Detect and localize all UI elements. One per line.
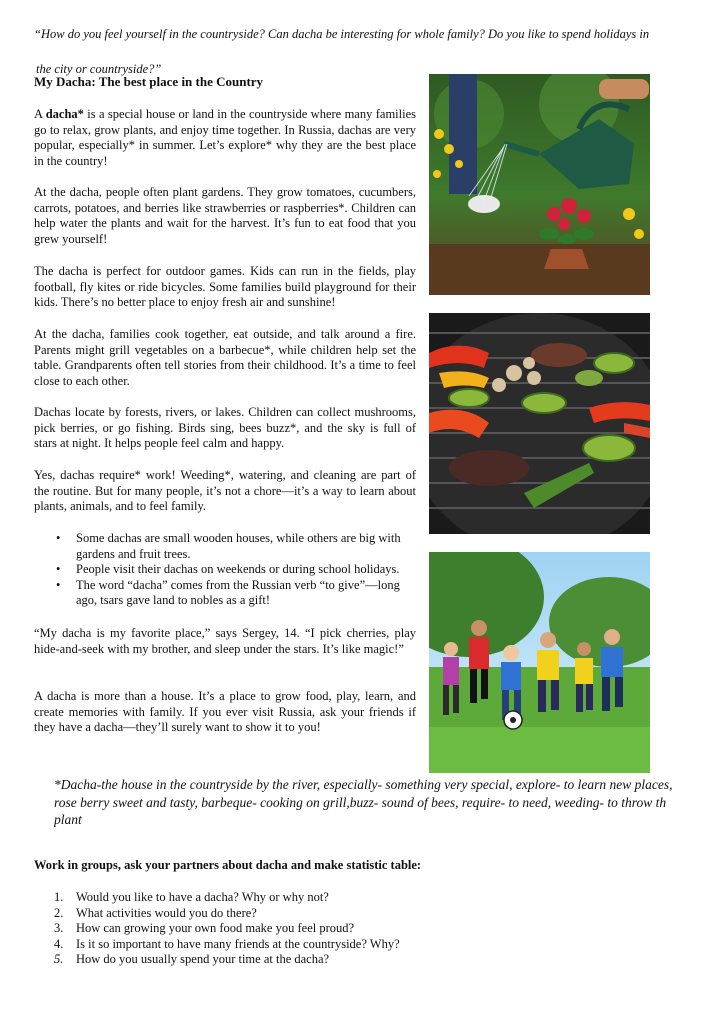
list-item — [54, 952, 694, 968]
footnote-line-1: *Dacha-the house in the countryside by the river, especially- something very special, explore- to learn new places, — [54, 777, 673, 792]
grilled-vegetables-photo — [429, 313, 650, 534]
footnote — [54, 776, 724, 829]
paragraph-intro — [34, 107, 416, 169]
list-item — [54, 906, 694, 922]
paragraph-quote — [34, 626, 416, 657]
question-number: 4. — [54, 936, 64, 951]
p8-text: A dacha is more than a house. It’s a place to grow food, play, learn, and create memories with family. If you ever visit Russia, ask your friends if they have a dacha—they’ll surely want to show it to you! — [34, 689, 416, 734]
footnote-line-2: rose berry sweet and tasty, barbeque- cooking on grill,buzz- sound of bees, require- to need, weeding- to throw th — [54, 794, 667, 810]
question-text: How do you usually spend your time at the dacha? — [76, 952, 330, 966]
paragraph-nature — [34, 405, 416, 452]
question-number: 5. — [54, 952, 64, 966]
p2-text: At the dacha, people often plant gardens. They grow tomatoes, cucumbers, carrots, potatoes, and berries like strawberries or raspberries*. Children can help water the plants and wait for the harvest. It’s fun to eat food that you grew yourself! — [34, 185, 416, 246]
children-football-photo — [429, 552, 650, 773]
intro-line-2: the city or countryside?” — [36, 62, 162, 76]
question-text: Would you like to have a dacha? Why or why not? — [76, 890, 329, 904]
p1-lead: A — [34, 107, 46, 121]
facts-list — [52, 531, 418, 609]
question-number: 1. — [54, 890, 64, 904]
list-item: • The word “dacha” comes from the Russian verb “to give”—long ago, tsars gave land to nobles as a gift! — [52, 578, 418, 609]
p5-text: Dachas locate by forests, rivers, or lakes. Children can collect mushrooms, pick berries, or go fishing. Birds sing, bees buzz*, and the sky is full of stars at night. It helps people feel calm and happy. — [34, 405, 416, 450]
paragraph-gardens — [34, 185, 416, 247]
p6-text: Yes, dachas require* work! Weeding*, watering, and cleaning are part of the routine. But for many people, it’s not a chore—it’s a way to learn about plants, animals, and to feel family. — [34, 468, 416, 513]
dacha-term: dacha* — [45, 107, 84, 121]
question-text: What activities would you do there? — [76, 905, 257, 920]
question-text: How can growing your own food make you feel proud? — [76, 921, 355, 935]
paragraph-games — [34, 264, 416, 311]
question-number: 3. — [54, 921, 64, 935]
intro-line-1: “How do you feel yourself in the countryside? Can dacha be interesting for whole family? Do you like to spend holidays in — [34, 27, 650, 41]
intro-question — [34, 24, 724, 79]
question-text: Is it so important to have many friends at the countryside? Why? — [76, 936, 400, 951]
paragraph-work — [34, 468, 416, 515]
footnote-line-3: plant — [54, 812, 82, 827]
paragraph-cooking — [34, 327, 416, 389]
question-number: 2. — [54, 905, 64, 920]
list-item — [54, 890, 694, 906]
questions-list — [54, 890, 694, 968]
garden-watering-photo — [429, 74, 650, 295]
p4-text: At the dacha, families cook together, eat outside, and talk around a fire. Parents might grill vegetables on a barbecue*, while children help set the table. Grandparents often tell stories from their childhood. It’s a time to feel close to each other. — [34, 327, 416, 388]
list-item — [54, 921, 694, 937]
list-item — [54, 937, 694, 953]
task-heading: Work in groups, ask your partners about dacha and make statistic table: — [34, 858, 422, 872]
page-title: My Dacha: The best place in the Country — [34, 74, 264, 89]
list-item: • People visit their dachas on weekends or during school holidays. — [52, 562, 418, 578]
p3-text: The dacha is perfect for outdoor games. Kids can run in the fields, play football, fly kites or ride bicycles. Some families build playground for their kids. There’s no better place to enjoy fresh air and sunshine! — [34, 264, 416, 309]
paragraph-conclusion — [34, 689, 416, 736]
p7-text: “My dacha is my favorite place,” says Sergey, 14. “I pick cherries, play hide-and-seek with my brother, and sleep under the stars. It’s like magic!” — [34, 626, 416, 656]
list-item: • Some dachas are small wooden houses, while others are big with gardens and fruit trees. — [52, 531, 418, 562]
p1-rest: is a special house or land in the countryside where many families go to relax, grow plants, and enjoy time together. In Russia, dachas are very popular, especially* in summer. Let’s explore* why they are the best place in the country! — [34, 107, 416, 168]
